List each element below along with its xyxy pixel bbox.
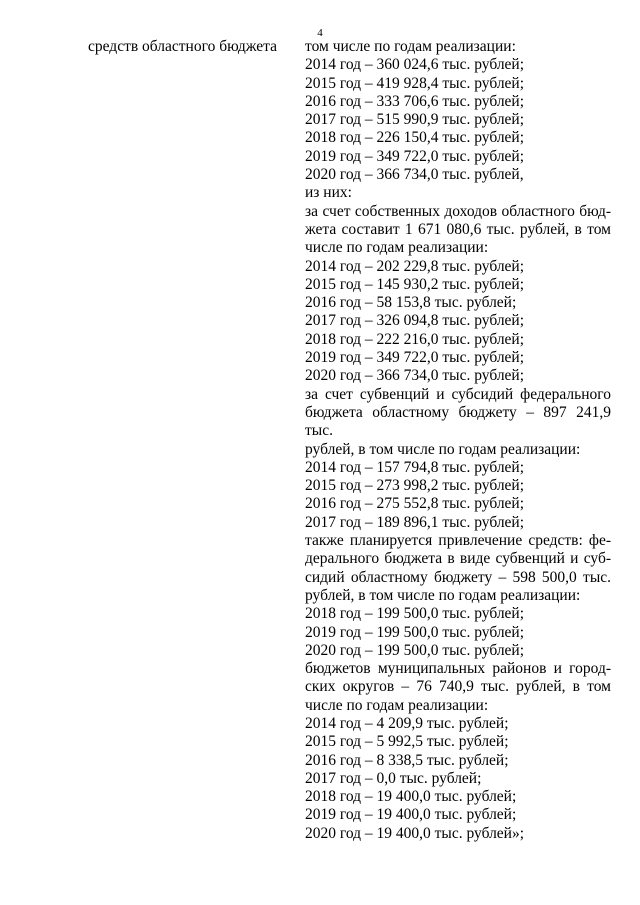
text-line: числе по годам реализации:	[305, 696, 489, 714]
text-line: 2019 год – 349 722,0 тыс. рублей;	[305, 147, 525, 165]
text-line: 2020 год – 366 734,0 тыс. рублей;	[305, 367, 525, 385]
text-line: 2017 год – 189 896,1 тыс. рублей;	[305, 513, 525, 531]
text-line: 2018 год – 19 400,0 тыс. рублей;	[305, 788, 517, 806]
page-number: 4	[317, 27, 323, 39]
text-line: из них:	[305, 184, 352, 202]
text-line: бюджета областному бюджету – 897 241,9 тыс.	[305, 403, 611, 440]
text-line: числе по годам реализации:	[305, 239, 489, 257]
text-line: 2016 год – 58 153,8 тыс. рублей;	[305, 294, 517, 312]
text-line: 2016 год – 333 706,6 тыс. рублей;	[305, 92, 525, 110]
text-line: 2019 год – 199 500,0 тыс. рублей;	[305, 623, 525, 641]
text-line: 2017 год – 0,0 тыс. рублей;	[305, 769, 482, 787]
text-line: 2014 год – 360 024,6 тыс. рублей;	[305, 56, 525, 74]
text-line: 2018 год – 199 500,0 тыс. рублей;	[305, 605, 525, 623]
text-line: 2019 год – 349 722,0 тыс. рублей;	[305, 349, 525, 367]
text-line: 2016 год – 8 338,5 тыс. рублей;	[305, 751, 509, 769]
text-line: 2020 год – 19 400,0 тыс. рублей»;	[305, 824, 525, 842]
text-line: рублей, в том числе по годам реализации:	[305, 440, 581, 458]
text-line: 2017 год – 515 990,9 тыс. рублей;	[305, 111, 525, 129]
text-line: 2014 год – 202 229,8 тыс. рублей;	[305, 257, 525, 275]
text-line: 2017 год – 326 094,8 тыс. рублей;	[305, 312, 525, 330]
text-line: ских округов – 76 740,9 тыс. рублей, в том	[305, 678, 611, 696]
text-line: за счет субвенций и субсидий федерального	[305, 385, 611, 403]
text-line: жета составит 1 671 080,6 тыс. рублей, в том	[305, 220, 611, 238]
text-line: за счет собственных доходов областного бюд-	[305, 202, 611, 220]
text-line: бюджетов муниципальных районов и город-	[305, 660, 611, 678]
text-line: 2020 год – 366 734,0 тыс. рублей,	[305, 166, 524, 184]
text-line: также планируется привлечение средств: фе-	[305, 532, 611, 550]
text-line: том числе по годам реализации:	[305, 38, 516, 55]
funding-source-label: средств областного бюджета	[88, 38, 277, 55]
text-line: 2018 год – 222 216,0 тыс. рублей;	[305, 330, 525, 348]
text-line: 2019 год – 19 400,0 тыс. рублей;	[305, 806, 517, 824]
left-column	[88, 38, 298, 56]
text-line: 2014 год – 4 209,9 тыс. рублей;	[305, 714, 509, 732]
text-line: 2016 год – 275 552,8 тыс. рублей;	[305, 495, 525, 513]
text-line: 2020 год – 199 500,0 тыс. рублей;	[305, 641, 525, 659]
text-line: 2015 год – 5 992,5 тыс. рублей;	[305, 733, 509, 751]
text-line: 2014 год – 157 794,8 тыс. рублей;	[305, 458, 525, 476]
text-line: 2018 год – 226 150,4 тыс. рублей;	[305, 129, 525, 147]
right-column	[305, 38, 611, 843]
text-line: 2015 год – 145 930,2 тыс. рублей;	[305, 275, 525, 293]
text-line: сидий областному бюджету – 598 500,0 тыс.	[305, 568, 611, 586]
text-line: дерального бюджета в виде субвенций и суб-	[305, 550, 611, 568]
text-line: 2015 год – 273 998,2 тыс. рублей;	[305, 477, 525, 495]
text-line: рублей, в том числе по годам реализации:	[305, 586, 581, 604]
text-line: 2015 год – 419 928,4 тыс. рублей;	[305, 74, 525, 92]
